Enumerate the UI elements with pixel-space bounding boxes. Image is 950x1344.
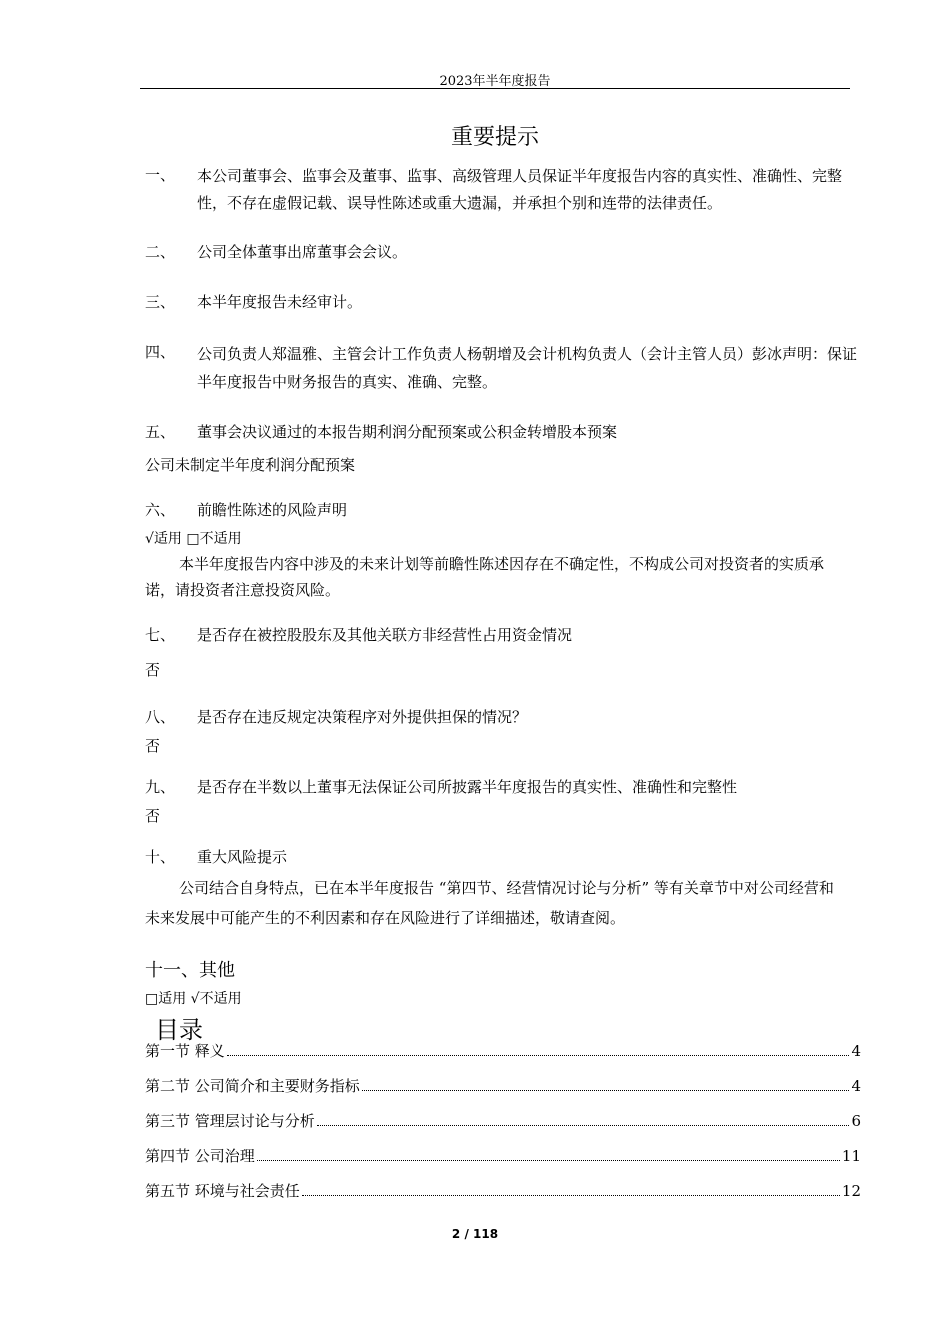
page-header: 2023年半年度报告 [439,74,551,89]
item-5-answer: 公司未制定半年度利润分配预案 [145,456,356,474]
section-title: 重要提示 [450,125,539,150]
item-text: 是否存在半数以上董事无法保证公司所披露半年度报告的真实性、准确性和完整性 [197,778,738,796]
item-text: 公司负责人郑温雅、主管会计工作负责人杨朝增及会计机构负责人（会计主管人员）彭冰声明：保证半年度报告中财务报告的真实、准确、完整。 [197,345,858,391]
item-number: 四、 [145,343,176,361]
toc-dot-leader [302,1195,840,1196]
item-text: 前瞻性陈述的风险声明 [197,501,348,519]
item-text: 重大风险提示 [197,848,288,866]
toc-entry-label: 第一节 释义 [145,1042,225,1060]
item-text: 本半年度报告未经审计。 [197,293,363,311]
item-7-answer: 否 [145,661,161,679]
toc-dot-leader [317,1125,850,1126]
item-number: 六、 [145,501,176,519]
toc-entry[interactable] [145,1110,861,1131]
item-text: 董事会决议通过的本报告期利润分配预案或公积金转增股本预案 [197,423,618,441]
item-6-applicable: √适用 □不适用 [145,531,242,547]
item-text: 是否存在被控股股东及其他关联方非经营性占用资金情况 [197,626,573,644]
item-11-heading: 十一、其他 [145,960,235,981]
item-number: 五、 [145,423,176,441]
item-6-paragraph: 本半年度报告内容中涉及的未来计划等前瞻性陈述因存在不确定性，不构成公司对投资者的实质承诺，请投资者注意投资风险。 [145,555,825,599]
item-number: 八、 [145,708,176,726]
toc-entry-label: 第二节 公司简介和主要财务指标 [145,1077,360,1095]
toc-entry[interactable] [145,1040,861,1061]
toc-entry-page: 4 [851,1042,861,1060]
item-number: 三、 [145,293,176,311]
toc-entry-label: 第三节 管理层讨论与分析 [145,1112,315,1130]
toc-entry[interactable] [145,1075,861,1096]
toc-dot-leader [227,1055,850,1056]
item-number: 七、 [145,626,176,644]
item-8-answer: 否 [145,737,161,755]
page-number: 2 / 118 [451,1227,499,1241]
toc-entry-page: 6 [851,1112,861,1130]
header-divider [140,88,850,89]
toc-entry-label: 第五节 环境与社会责任 [145,1182,300,1200]
toc-title: 目录 [155,1016,203,1044]
toc-dot-leader [362,1090,850,1091]
toc-dot-leader [257,1160,840,1161]
item-number: 二、 [145,243,176,261]
toc-entry-page: 4 [851,1077,861,1095]
toc-entry-label: 第四节 公司治理 [145,1147,255,1165]
toc-entry-page: 12 [841,1182,861,1200]
item-number: 九、 [145,778,176,796]
item-text: 是否存在违反规定决策程序对外提供担保的情况？ [197,708,528,726]
item-10-paragraph: 公司结合自身特点，已在本半年度报告 “第四节、经营情况讨论与分析” 等有关章节中对公司经营和未来发展中可能产生的不利因素和存在风险进行了详细描述，敬请查阅。 [145,879,834,927]
item-11-applicable: □适用 √不适用 [145,991,242,1007]
toc-entry-page: 11 [841,1147,861,1165]
item-number: 一、 [145,166,176,184]
item-text: 公司全体董事出席董事会会议。 [197,243,408,261]
item-text: 本公司董事会、监事会及董事、监事、高级管理人员保证半年度报告内容的真实性、准确性、完整性，不存在虚假记载、误导性陈述或重大遗漏，并承担个别和连带的法律责任。 [197,167,843,212]
item-9-answer: 否 [145,807,161,825]
toc-entry[interactable] [145,1180,861,1201]
item-number: 十、 [145,848,176,866]
toc-entry[interactable] [145,1145,861,1166]
